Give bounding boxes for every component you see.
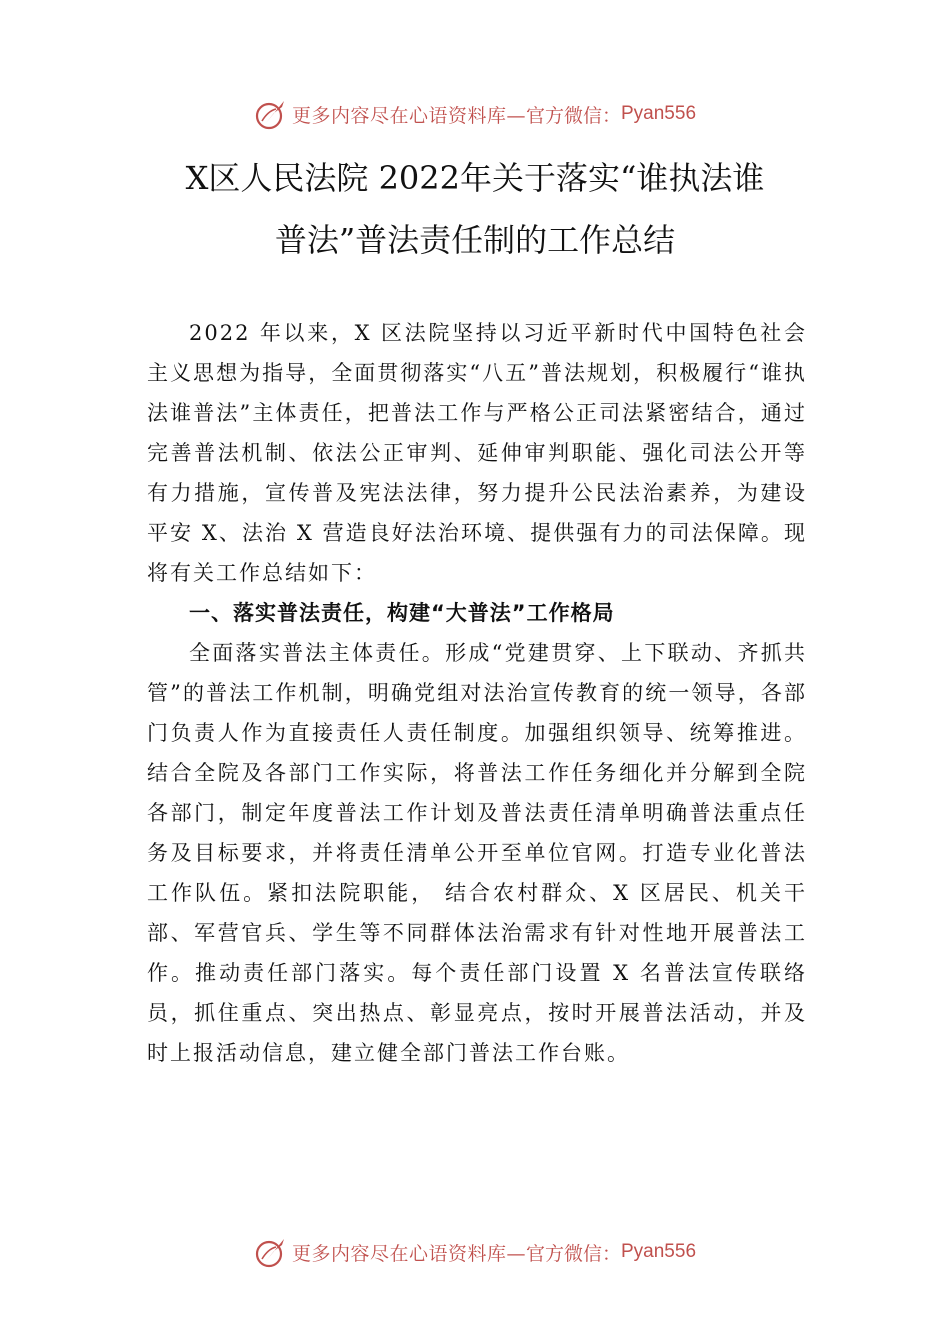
- document-title-line2: 普法”普法责任制的工作总结: [274, 221, 676, 259]
- intro-paragraph: 2022 年以来，X 区法院坚持以习近平新时代中国特色社会主义思想为指导，全面贯彻落实“八五”普法规划，积极履行“谁执法谁普法”主体责任，把普法工作与严格公正司法紧密结合，通过完善普法机制、依法公正审判、延伸审判职能、强化司法公开等有力措施，宣传普及宪法法律，努力提升公民法治素养，为建设平安 X、法治 X 营造良好法治环境、提供强有力的司法保障。现将有关工作总结如下：: [147, 321, 807, 585]
- watermark-wechat-id: Pyan556: [621, 103, 697, 124]
- watermark-label: 官方微信：: [525, 1242, 621, 1265]
- quill-circle-logo-icon: [254, 1235, 288, 1269]
- watermark-text: 更多内容尽在心语资料库—: [291, 104, 526, 127]
- watermark-text: 更多内容尽在心语资料库—: [291, 1242, 526, 1265]
- header-watermark: [0, 94, 950, 134]
- footer-watermark: [0, 1232, 950, 1272]
- watermark-label: 官方微信：: [525, 104, 621, 127]
- quill-circle-logo-icon: [254, 97, 288, 131]
- document-title-line1: X区人民法院 2022年关于落实“谁执法谁: [185, 159, 765, 197]
- watermark-wechat-id: Pyan556: [621, 1241, 697, 1262]
- section1-heading: 一、落实普法责任，构建“大普法”工作格局: [189, 601, 615, 625]
- document-body: [147, 313, 807, 1073]
- section1-paragraph: 全面落实普法主体责任。形成“党建贯穿、上下联动、齐抓共管”的普法工作机制，明确党组对法治宣传教育的统一领导，各部门负责人作为直接责任人责任制度。加强组织领导、统筹推进。结合全院及各部门工作实际，将普法工作任务细化并分解到全院各部门，制定年度普法工作计划及普法责任清单明确普法重点任务及目标要求，并将责任清单公开至单位官网。打造专业化普法工作队伍。紧扣法院职能， 结合农村群众、X 区居民、机关干部、军营官兵、学生等不同群体法治需求有针对性地开展普法工作。推动责任部门落实。每个责任部门设置 X 名普法宣传联络员，抓住重点、突出热点、彰显亮点，按时开展普法活动，并及时上报活动信息，建立健全部门普法工作台账。: [147, 641, 807, 1065]
